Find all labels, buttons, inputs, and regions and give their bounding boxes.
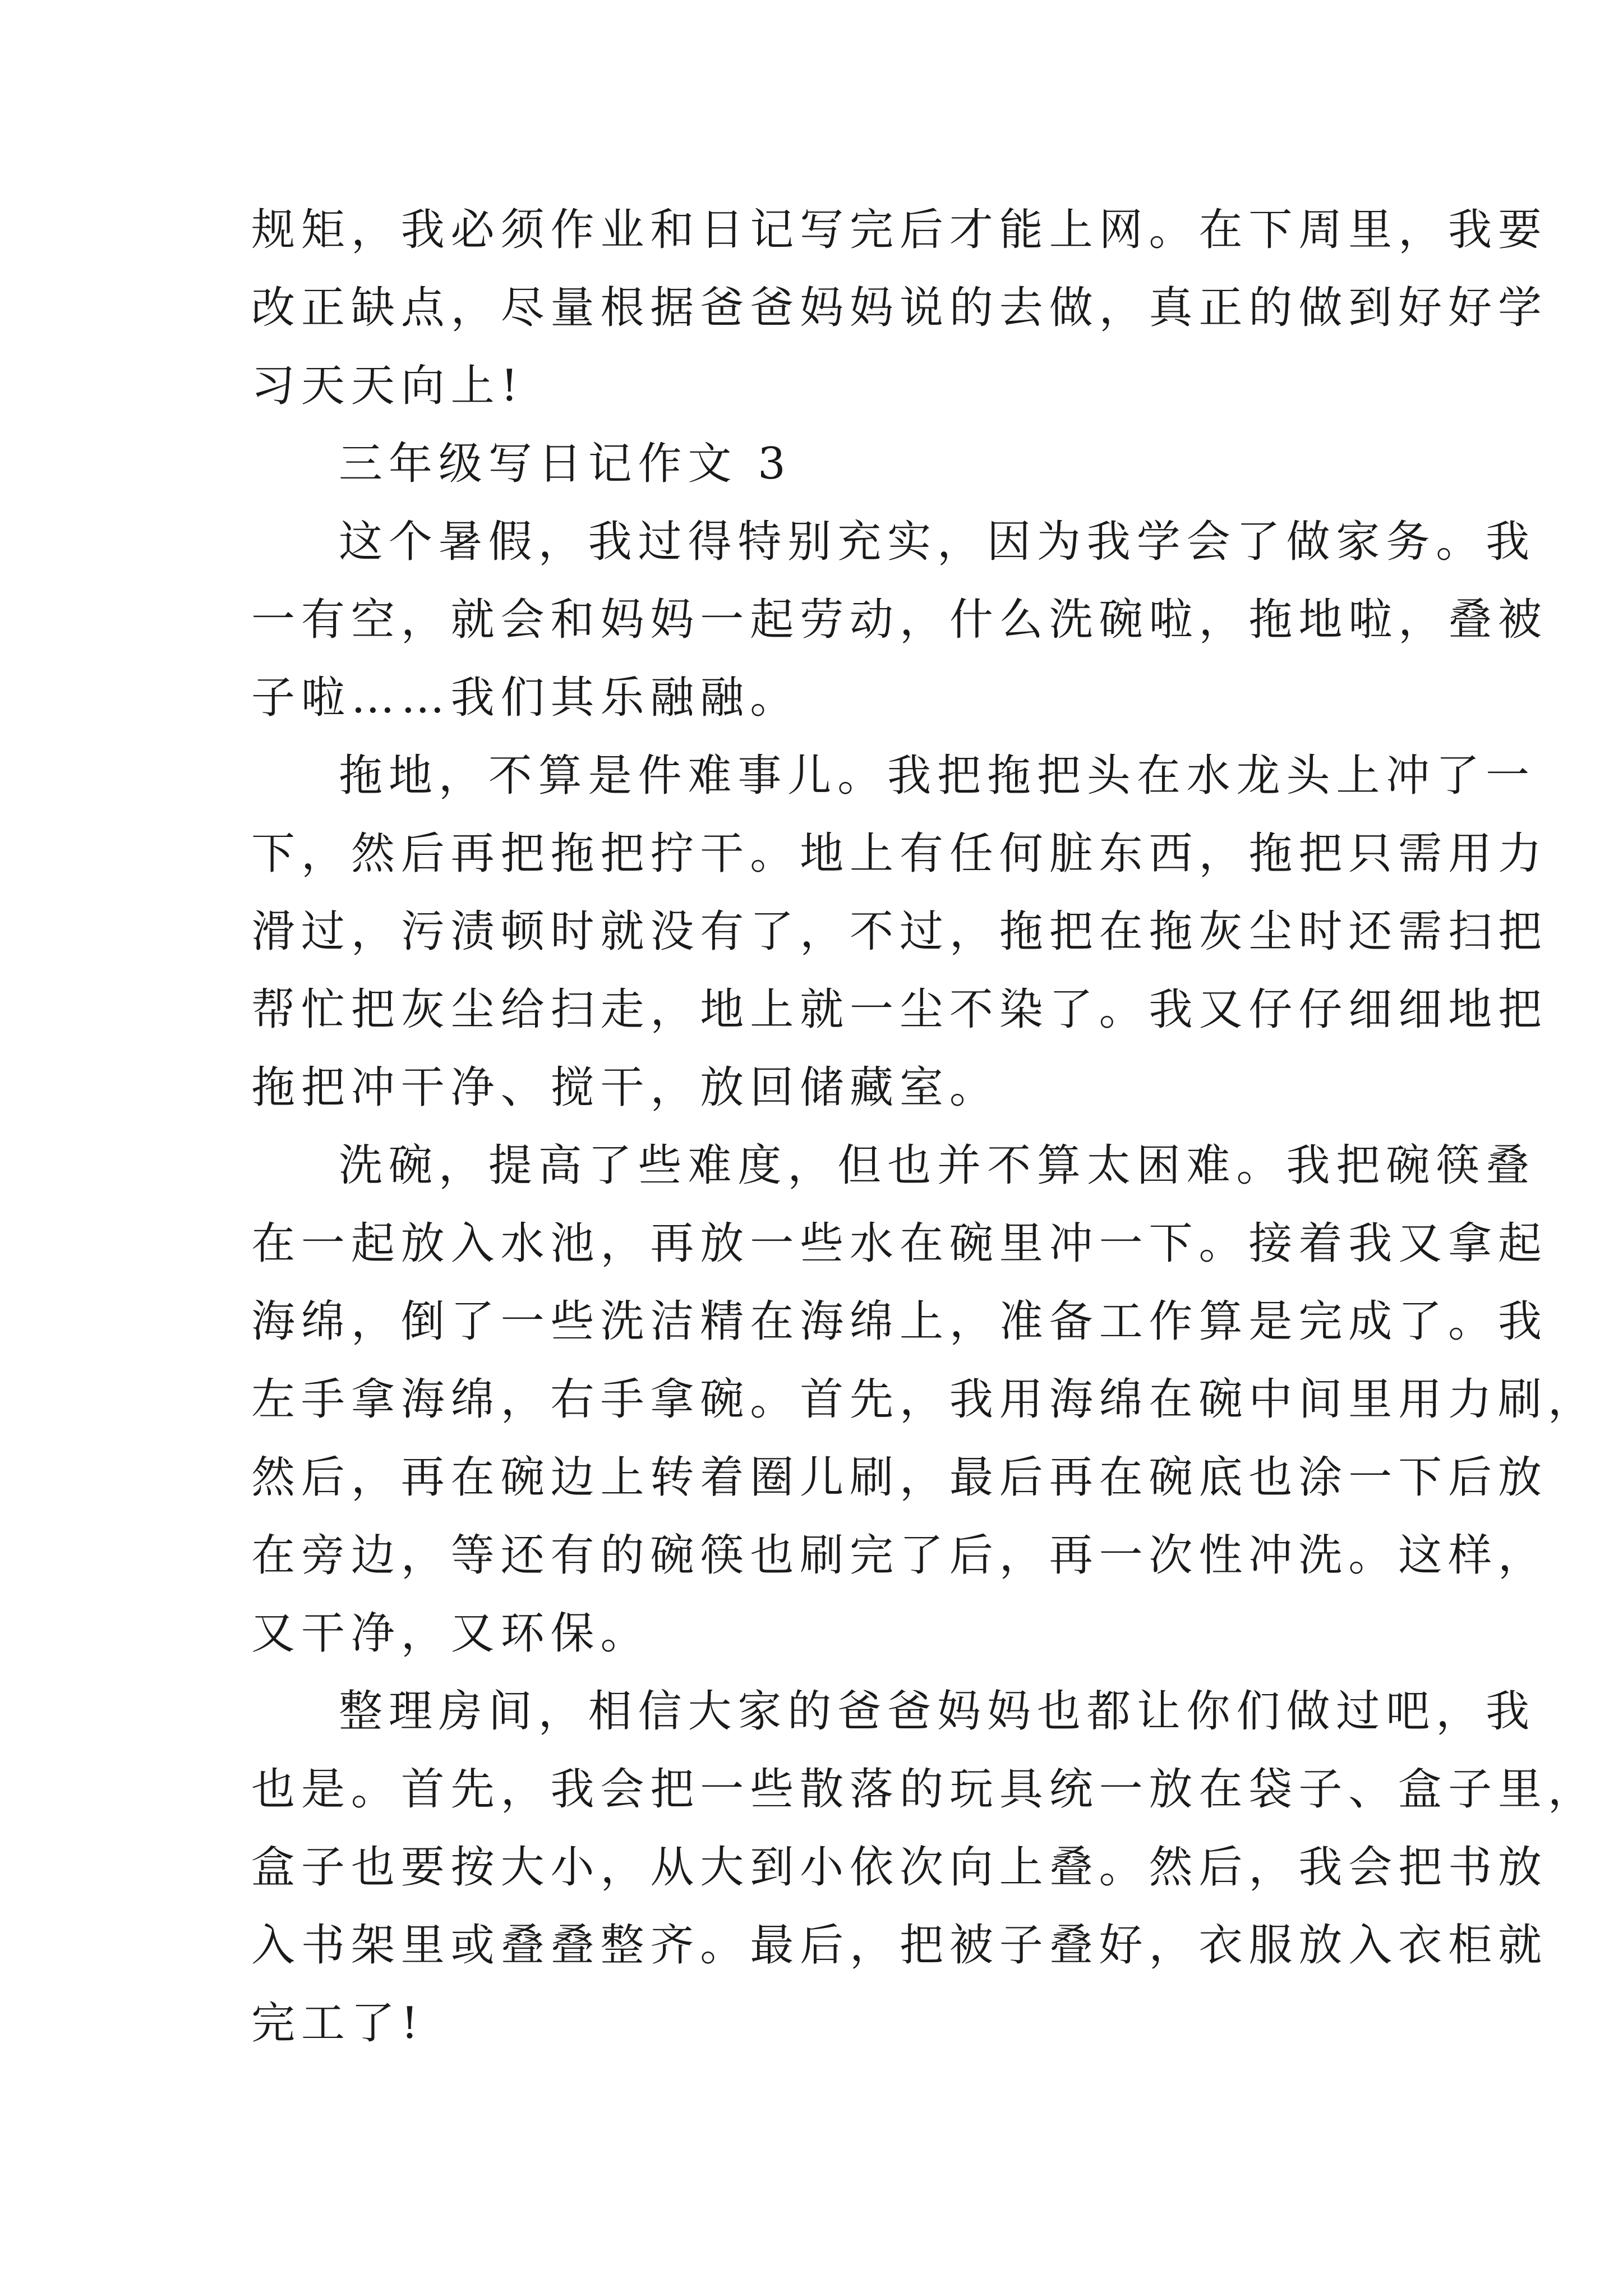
text-line: 帮忙把灰尘给扫走，地上就一尘不染了。我又仔仔细细地把 bbox=[251, 984, 1548, 1035]
text-line: 完工了! bbox=[251, 1998, 425, 2049]
text-line: 这个暑假，我过得特别充实，因为我学会了做家务。我 bbox=[339, 517, 1536, 567]
text-line: 在一起放入水池，再放一些水在碗里冲一下。接着我又拿起 bbox=[251, 1218, 1548, 1269]
text-line: 一有空，就会和妈妈一起劳动，什么洗碗啦，拖地啦，叠被 bbox=[251, 595, 1548, 645]
section-title: 三年级写日记作文 3 bbox=[339, 439, 792, 489]
text-line: 入书架里或叠叠整齐。最后，把被子叠好，衣服放入衣柜就 bbox=[251, 1920, 1548, 1971]
text-line: 海绵，倒了一些洗洁精在海绵上，准备工作算是完成了。我 bbox=[251, 1296, 1548, 1347]
text-line: 又干净，又环保。 bbox=[251, 1608, 651, 1659]
text-line: 规矩，我必须作业和日记写完后才能上网。在下周里，我要 bbox=[251, 205, 1548, 255]
text-line: 改正缺点，尽量根据爸爸妈妈说的去做，真正的做到好好学 bbox=[251, 283, 1548, 333]
text-line: 拖地，不算是件难事儿。我把拖把头在水龙头上冲了一 bbox=[339, 751, 1536, 801]
text-line: 拖把冲干净、搅干，放回储藏室。 bbox=[251, 1062, 999, 1113]
text-line: 洗碗，提高了些难度，但也并不算太困难。我把碗筷叠 bbox=[339, 1140, 1536, 1191]
text-line: 左手拿海绵，右手拿碗。首先，我用海绵在碗中间里用力刷， bbox=[251, 1374, 1598, 1425]
text-line: 下，然后再把拖把拧干。地上有任何脏东西，拖把只需用力 bbox=[251, 829, 1548, 879]
text-line: 子啦……我们其乐融融。 bbox=[251, 673, 800, 723]
text-line: 滑过，污渍顿时就没有了，不过，拖把在拖灰尘时还需扫把 bbox=[251, 907, 1548, 957]
text-line: 在旁边，等还有的碗筷也刷完了后，再一次性冲洗。这样， bbox=[251, 1530, 1548, 1581]
text-line: 盒子也要按大小，从大到小依次向上叠。然后，我会把书放 bbox=[251, 1842, 1548, 1893]
text-line: 然后，再在碗边上转着圈儿刷，最后再在碗底也涂一下后放 bbox=[251, 1452, 1548, 1503]
text-line: 整理房间，相信大家的爸爸妈妈也都让你们做过吧，我 bbox=[339, 1686, 1536, 1737]
text-line: 也是。首先，我会把一些散落的玩具统一放在袋子、盒子里， bbox=[251, 1764, 1598, 1815]
text-line: 习天天向上! bbox=[251, 361, 524, 411]
